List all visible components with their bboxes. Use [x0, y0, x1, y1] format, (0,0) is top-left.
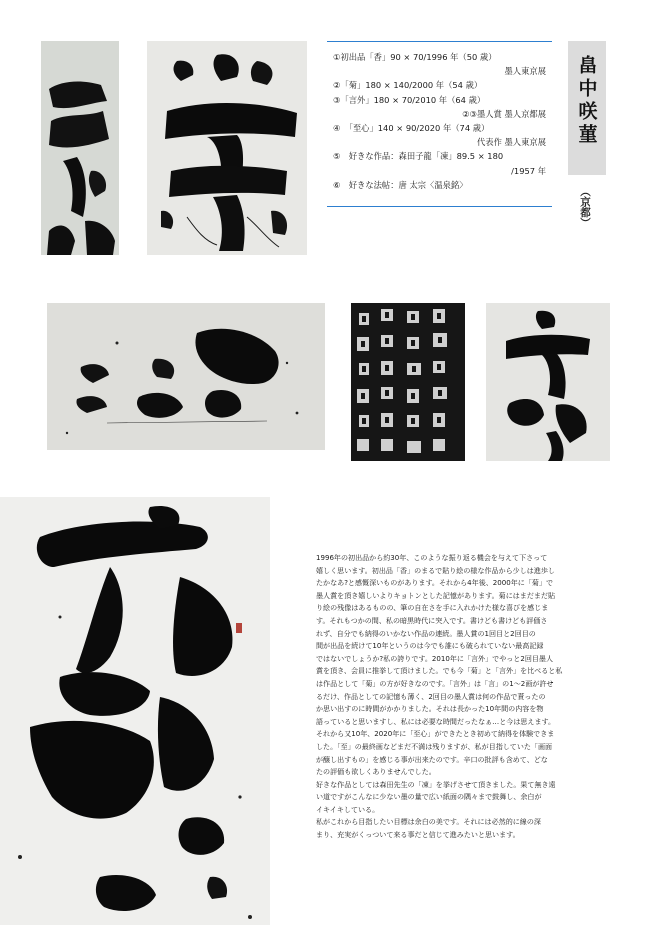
essay-line: たの評価も欲しくありませんでした。 — [316, 767, 436, 777]
essay-line: り絵の残像はあるものの、筆の自在さを手に入れかけた様な喜びを感じま — [316, 603, 549, 613]
work-line-3: ③「言外」180 × 70/2010 年（64 歳） — [333, 94, 486, 105]
work-note-6: 代表作 墨人東京展 — [476, 137, 546, 148]
work-note-1: 墨人東京展 — [504, 66, 546, 77]
work-line-1: ①初出品「香」90 × 70/1996 年（50 歳） — [333, 52, 497, 62]
essay-line: 間が出品を続けて10年というのは今でも誰にも破られていない最高記録 — [316, 641, 544, 651]
artwork-kiku-photo — [147, 41, 307, 255]
essay-text — [316, 552, 598, 842]
essay-line: 私がこれから目指したい目標は余白の美です。それには必然的に線の深 — [316, 817, 541, 827]
favorite-calligraphy-rubbing-photo — [351, 303, 465, 461]
essay-line: るだけ、作品としての記憶も薄く、2回目の墨人賞は何の作品で貰ったの — [316, 691, 546, 701]
work-list — [327, 41, 552, 207]
work-note-4: ②③墨人賞 墨人京都展 — [462, 108, 546, 119]
artist-name: 畠中咲菫 — [575, 55, 598, 147]
essay-line: れず、自分でも納得のいかない作品の連続。墨人賞の1回目と2回目の — [316, 628, 536, 638]
essay-line: 語っていると思いますし、私には必要な時間だったなぁ…と今は思えます。 — [316, 716, 556, 726]
work-line-7: ⑤ 好きな作品：森田子龍「凍」89.5 × 180 — [333, 151, 504, 162]
essay-line: が醸し出すもの」を感じる事が出来たのです。辛口の批評も含めて、どな — [316, 754, 548, 764]
artwork-kou-photo — [41, 41, 119, 255]
essay-line: か思い出すのに時間がかかりました。それは長かった10年間の内容を物 — [316, 704, 544, 714]
essay-line: い道ですがこんなに少ない墨の量で広い紙面の隅々まで鼓舞し、余白が — [316, 792, 542, 802]
work-note-8: /1957 年 — [511, 165, 546, 176]
essay-line: 墨人賞を頂き嬉しいよりキョトンとした記憶があります。菊にはまだまだ貼 — [316, 590, 556, 600]
essay-line: それから又10年、2020年に「至心」ができたとき初めて納得を体験できま — [316, 729, 555, 739]
essay-line: 賞を頂き、会員に推挙して頂けました。でも今「菊」と「言外」を比べると私 — [316, 666, 563, 676]
essay-line: まり、充実がくっついて来る事だと信じて進みたいと思います。 — [316, 830, 520, 840]
work-line-2: ②「菊」180 × 140/2000 年（54 歳） — [333, 80, 483, 91]
essay-line: たかなあ?と感慨深いものがあります。それから4年後、2000年に「菊」で — [316, 578, 554, 588]
artwork-gengai-photo — [47, 303, 325, 450]
artist-region: （京都） — [579, 186, 591, 228]
essay-line: は作品として「菊」の方が好きなのです。「言外」は「言」の1～2画が許せ — [316, 678, 554, 688]
work-line-9: ⑥ 好きな法帖：唐 太宗〈温泉銘〉 — [333, 179, 468, 190]
essay-line: イキイキしている。 — [316, 804, 380, 814]
essay-line: す。それもつかの間、私の暗黒時代に突入です。書けども書けども評価さ — [316, 615, 548, 625]
essay-line: 好きな作品としては森田先生の「凍」を挙げさせて頂きました。果て無き遠 — [316, 779, 556, 789]
essay-line: 嬉しく思います。初出品「香」のまるで貼り絵の様な作品から少しは進歩し — [316, 565, 555, 575]
essay-line: 1996年の初出品から約30年、このような振り返る機会を与えて下さって — [316, 553, 548, 562]
artist-name-box — [568, 41, 606, 175]
essay-line: した。「至」の最終画などまだ不満は残りますが、私が目指していた「画面 — [316, 741, 553, 751]
artwork-kou-detail-photo — [486, 303, 610, 461]
artwork-shishin-photo — [0, 497, 270, 925]
work-line-5: ④ 「至心」140 × 90/2020 年（74 歳） — [333, 123, 490, 134]
essay-line: ではないでしょうか?私の誇りです。2010年に「言外」でやっと2回目墨人 — [316, 653, 554, 663]
